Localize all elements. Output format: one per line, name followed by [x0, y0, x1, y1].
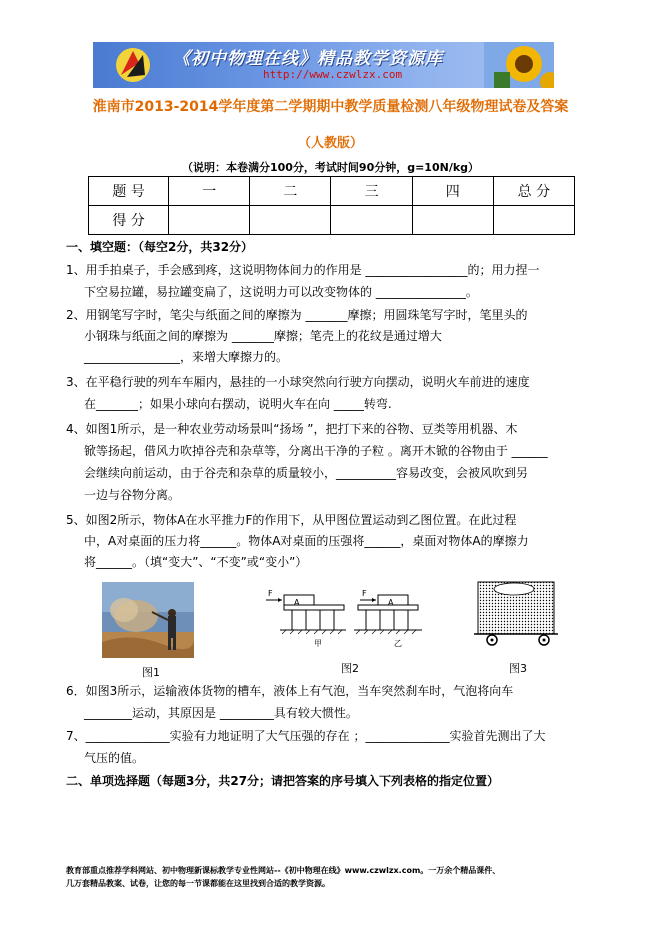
page-title: 淮南市2013-2014学年度第二学期期中教学质量检测八年级物理试卷及答案 — [92, 99, 569, 115]
section-1-heading: 一、填空题：（每空2分，共32分） — [66, 240, 254, 254]
score-cell[interactable] — [493, 206, 574, 235]
score-cell[interactable] — [250, 206, 331, 235]
figure-3-tank-truck — [470, 578, 562, 648]
score-cell[interactable] — [331, 206, 412, 235]
figure-2-block-diagram — [262, 590, 444, 650]
score-header-cell: 二 — [250, 177, 331, 206]
question-7-line-1: 7、______________实验有力地证明了大气压强的存在 ；______________实验首先测出了大 — [66, 729, 546, 743]
question-2-line-2: 小钢珠与纸面之间的摩擦为 _______摩擦；笔壳上的花纹是通过增大 — [84, 329, 442, 343]
footer-line-1: 教育部重点推荐学科网站、初中物理新课标教学专业性网站--《初中物理在线》www.czwlzx.com。一万余个精品课件、 — [66, 866, 501, 875]
score-table-header-row — [89, 177, 575, 206]
sunflower-icon — [484, 42, 554, 88]
figure-2-label: 图2 — [341, 662, 359, 675]
question-1-line-2: 下空易拉罐，易拉罐变扁了，这说明力可以改变物体的 _______________。 — [84, 285, 478, 299]
score-cell[interactable] — [169, 206, 250, 235]
question-3-line-2: 在_______；如果小球向右摆动，说明火车在向 _____转弯. — [84, 397, 392, 411]
score-table — [88, 176, 575, 235]
header-banner — [93, 42, 554, 88]
figure-1-winnowing-photo — [102, 582, 194, 658]
score-header-cell: 四 — [412, 177, 493, 206]
question-5-line-3: 将______。（填“变大”、“不变”或“变小”） — [84, 555, 308, 569]
question-3-line-1: 3、在平稳行驶的列车车厢内，悬挂的一小球突然向行驶方向摆动，说明火车前进的速度 — [66, 375, 530, 389]
banner-title: 《初中物理在线》精品教学资源库 — [173, 49, 443, 69]
question-6-line-1: 6．如图3所示，运输液体货物的槽车，液体上有气泡，当车突然刹车时，气泡将向车 — [66, 684, 514, 698]
section-2-heading: 二、单项选择题（每题3分，共27分；请把答案的序号填入下列表格的指定位置） — [66, 774, 500, 788]
question-5-line-2: 中，A对桌面的压力将______。物体A对桌面的压强将______，桌面对物体A的摩擦力 — [84, 534, 529, 548]
question-5-line-1: 5、如图2所示，物体A在水平推力F的作用下，从甲图位置运动到乙图位置。在此过程 — [66, 513, 517, 527]
question-6-line-2: ________运动，其原因是 _________具有较大惯性。 — [84, 706, 358, 720]
question-4-line-1: 4、如图1所示，是一种农业劳动场景叫“扬场 ”，把打下来的谷物、豆类等用机器、木 — [66, 422, 518, 436]
question-7-line-2: 气压的值。 — [84, 751, 145, 765]
question-2-line-3: ________________，来增大摩擦力的。 — [84, 350, 289, 364]
score-header-cell: 题 号 — [89, 177, 169, 206]
figure-2-block-label-right: A — [388, 598, 394, 607]
question-4-line-2: 锨等扬起，借风力吹掉谷壳和杂草等，分离出干净的子粒 。离开木锨的谷物由于 ______ — [84, 444, 548, 458]
question-2-line-1: 2、用钢笔写字时，笔尖与纸面之间的摩擦为 _______摩擦；用圆珠笔写字时，笔里头的 — [66, 308, 528, 322]
edition-subtitle: （人教版） — [297, 136, 363, 151]
table-jia — [266, 595, 346, 634]
score-header-cell: 一 — [169, 177, 250, 206]
score-header-cell: 总 分 — [493, 177, 574, 206]
figure-2-block-label-left: A — [294, 598, 300, 607]
figure-2-force-label-right: F — [362, 589, 367, 598]
exam-note: （说明：本卷满分100分，考试时间90分钟，g=10N/kg） — [181, 161, 480, 174]
question-1-line-1: 1、用手拍桌子，手会感到疼，这说明物体间力的作用是 _________________的；用力捏一 — [66, 263, 540, 277]
site-logo-icon — [113, 45, 153, 85]
score-cell[interactable] — [412, 206, 493, 235]
figure-2-label-jia: 甲 — [314, 639, 322, 648]
score-table-row — [89, 206, 575, 235]
score-header-cell: 三 — [331, 177, 412, 206]
figure-3-label: 图3 — [509, 662, 527, 675]
question-4-line-3: 会继续向前运动，由于谷壳和杂草的质量较小，__________容易改变，会被风吹到另 — [84, 466, 529, 480]
question-4-line-4: 一边与谷物分离。 — [84, 488, 181, 502]
figure-1-label: 图1 — [142, 666, 160, 679]
score-row-label: 得 分 — [89, 206, 169, 235]
footer-line-2: 几万套精品教案、试卷，让您的每一节课都能在这里找到合适的教学资源。 — [66, 879, 330, 888]
figure-2-force-label-left: F — [268, 589, 273, 598]
banner-url: http://www.czwlzx.com — [263, 68, 403, 81]
figure-2-label-yi: 乙 — [394, 639, 402, 648]
